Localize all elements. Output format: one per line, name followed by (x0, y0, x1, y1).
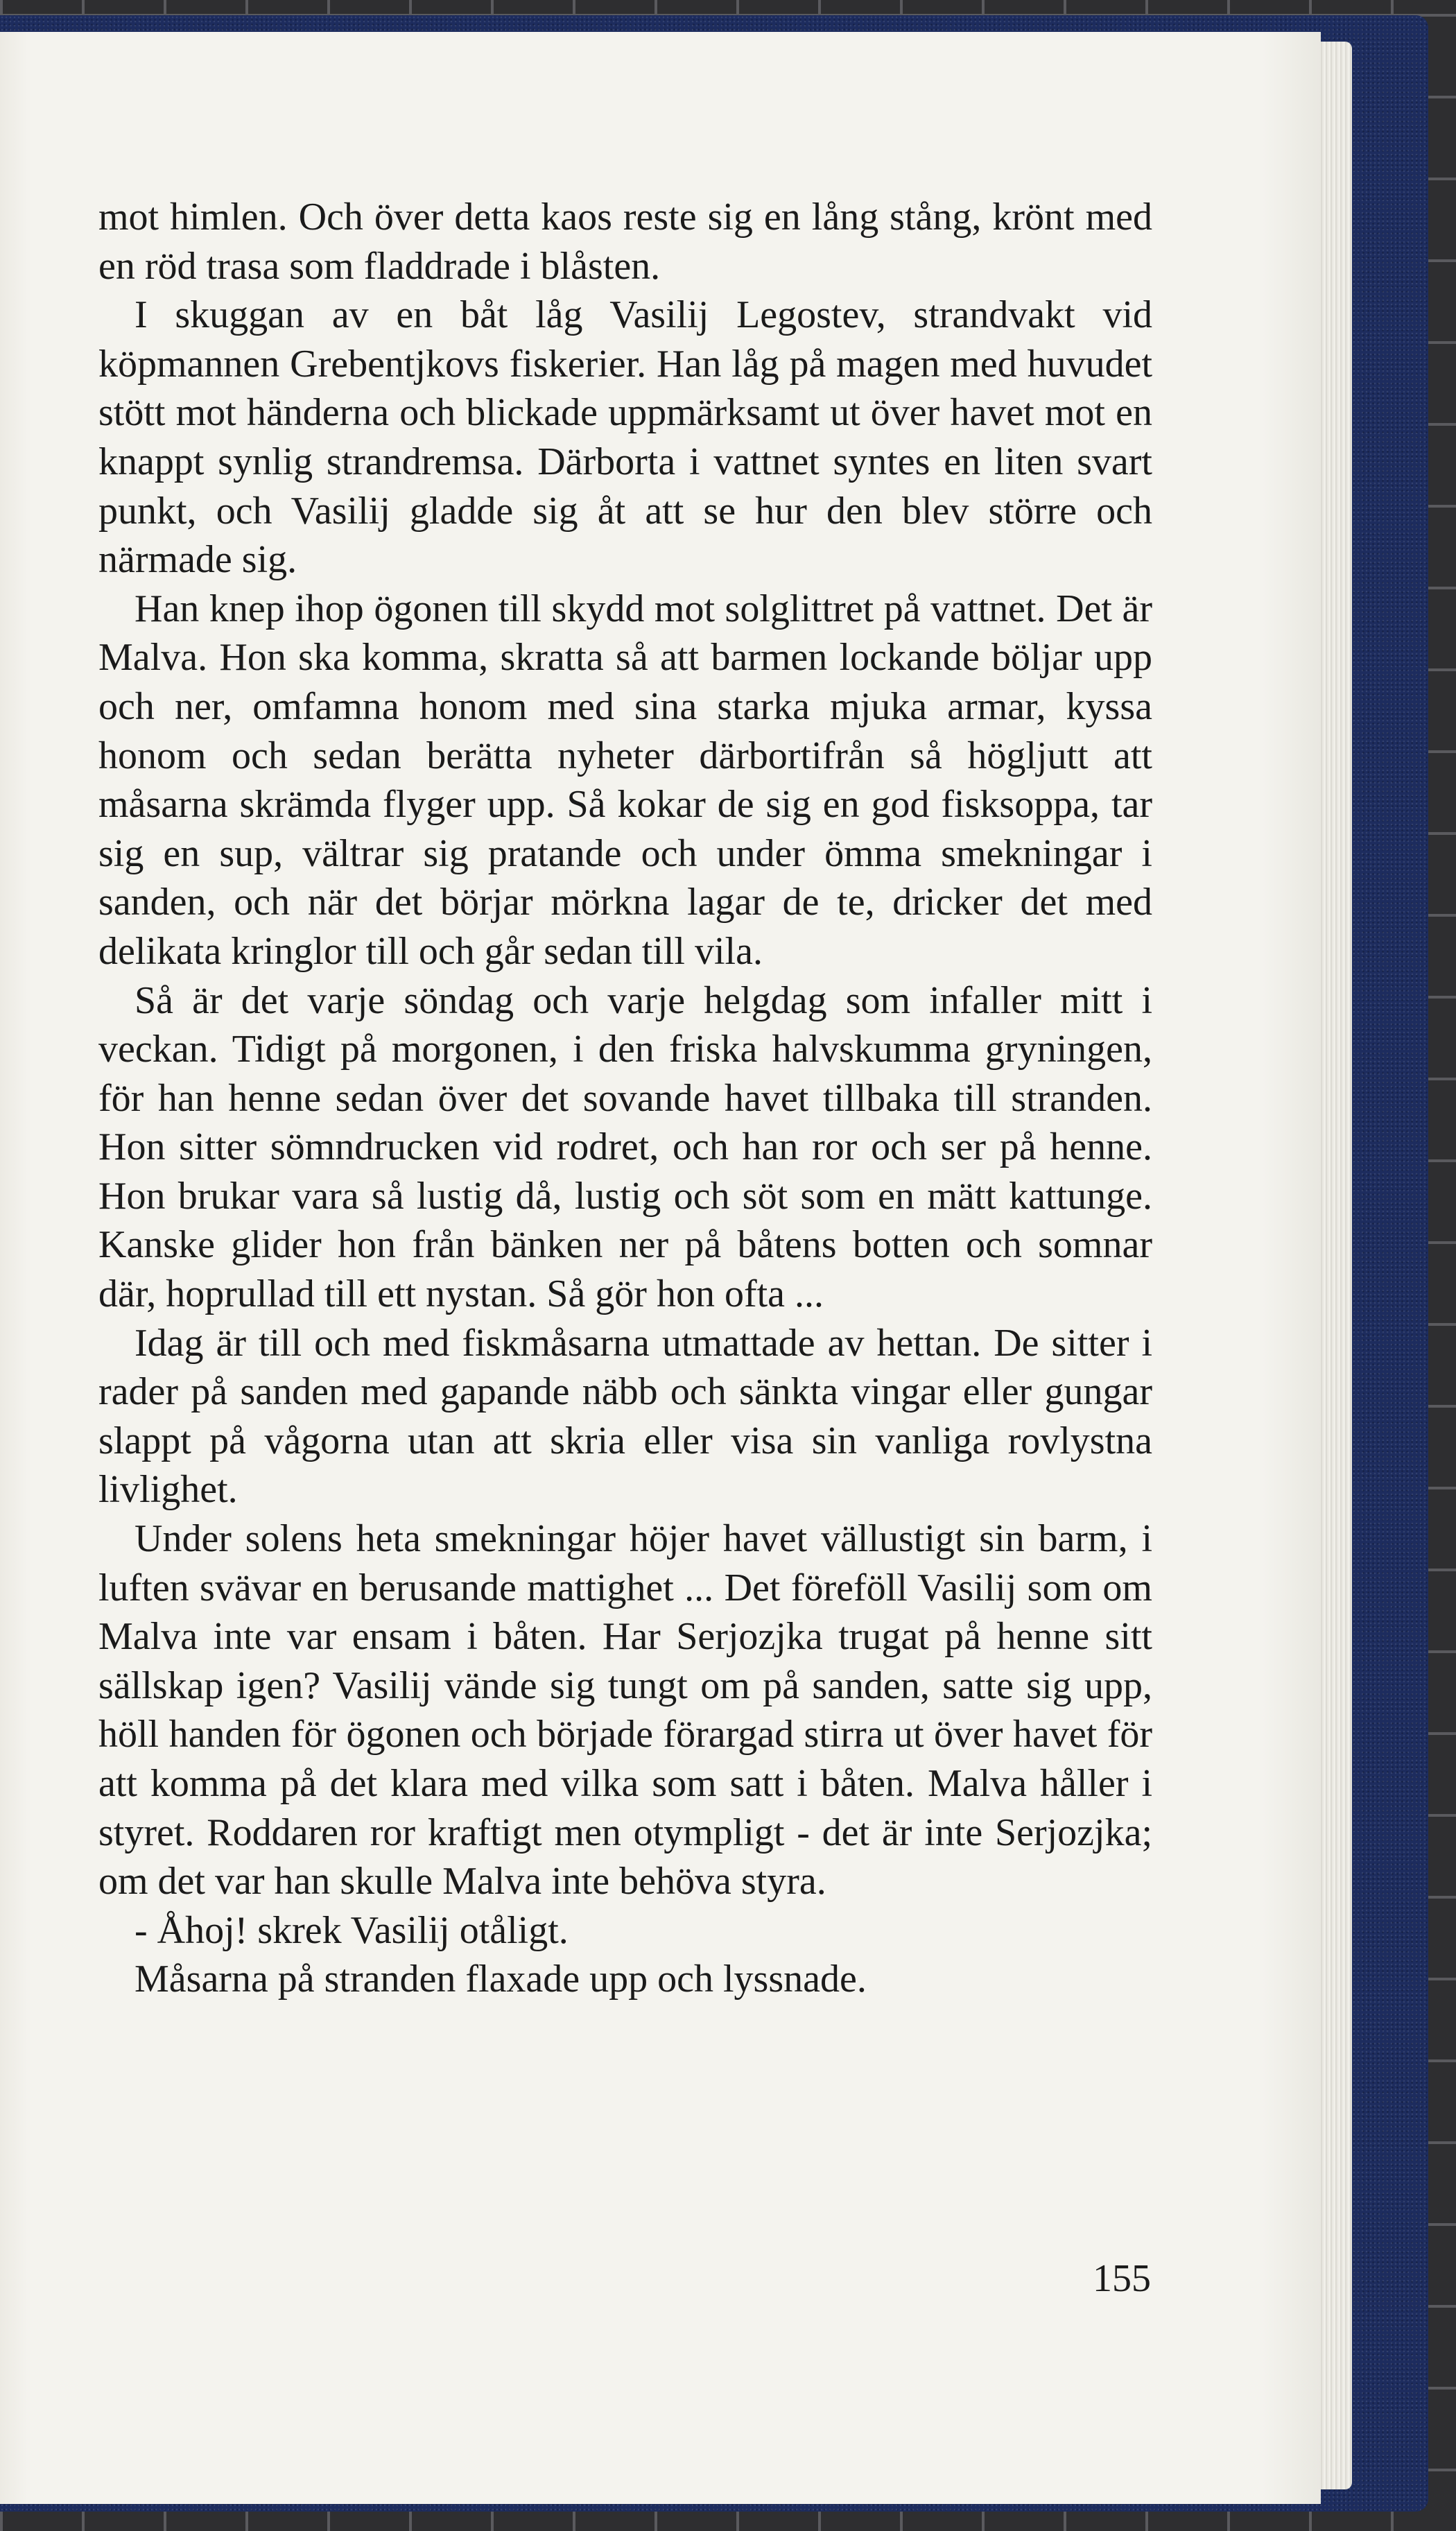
paragraph: Under solens heta smekningar höjer havet vällustigt sin barm, i luften svävar en berusande mattighet ... Det föreföll Vasilij som om Malva inte var ensam i båten. Har Serjozjka trugat på henne sitt sällskap igen? Vasilij vände sig tungt om på sanden, satte sig upp, höll handen för ögonen och började förargad stirra ut över havet för att komma på det klara med vilka som satt i båten. Malva håller i styret. Roddaren ror kraftigt men otympligt - det är inte Serjozjka; om det var han skulle Malva inte behöva styra. (98, 1517, 1152, 1903)
paragraph: Idag är till och med fiskmåsarna utmattade av hettan. De sitter i rader på sanden med gapande näbb och sänkta vingar eller gungar slappt på vågorna utan att skria eller visa sin vanliga rovlystna livlighet. (98, 1321, 1152, 1512)
paragraph: Måsarna på stranden flaxade upp och lyssnade. (135, 1958, 867, 2001)
paragraph: mot himlen. Och över detta kaos reste sig en lång stång, krönt med en röd trasa som fladdrade i blåsten. (98, 196, 1152, 288)
paragraph: - Åhoj! skrek Vasilij otåligt. (135, 1908, 569, 1952)
book-page (0, 32, 1321, 2504)
paragraph: I skuggan av en båt låg Vasilij Legostev, strandvakt vid köpmannen Grebentjkovs fiskerier. Han låg på magen med huvudet stött mot händerna och blickade uppmärksamt ut över havet mot en knappt synlig strandremsa. Därborta i vattnet syntes en liten svart punkt, och Vasilij gladde sig åt att se hur den blev större och närmade sig. (98, 293, 1152, 582)
paragraph: Så är det varje söndag och varje helgdag som infaller mitt i veckan. Tidigt på morgonen, i den friska halvskumma gryningen, för han henne sedan över det sovande havet tillbaka till stranden. Hon sitter sömndrucken vid rodret, och han ror och ser på henne. Hon brukar vara så lustig då, lustig och söt som en mätt kattunge. Kanske glider hon från bänken ner på båtens botten och somnar där, hoprullad till ett nystan. Så gör hon ofta ... (98, 978, 1152, 1316)
paragraph: Han knep ihop ögonen till skydd mot solglittret på vattnet. Det är Malva. Hon ska komma, skratta så att barmen lockande böljar upp och ner, omfamna honom med sina starka mjuka armar, kyssa honom och sedan berätta nyheter därbortifrån så högljutt att måsarna skrämda flyger upp. Så kokar de sig en god fisksoppa, tar sig en sup, vältrar sig pratande och under ömma smekningar i sanden, och när det börjar mörkna lagar de te, dricker det med delikata kringlor till och går sedan till vila. (98, 587, 1152, 973)
body-text (98, 193, 1152, 2004)
page-number: 155 (1093, 2257, 1151, 2300)
